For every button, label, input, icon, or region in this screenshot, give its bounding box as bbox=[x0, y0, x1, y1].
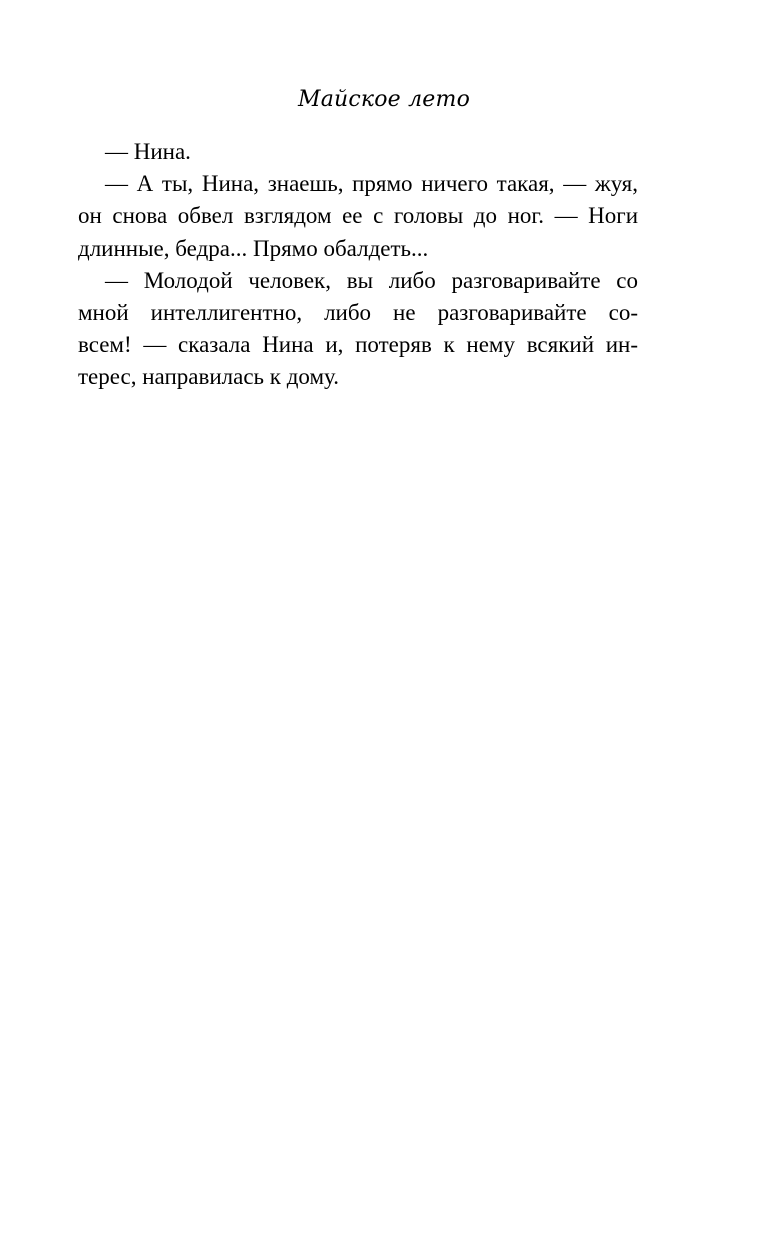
text-line: он снова обвел взглядом ее с головы до ног. — Ноги bbox=[78, 203, 638, 229]
running-header: Майское лето bbox=[297, 87, 471, 112]
text-line: мной интеллигентно, либо не разговаривайте со- bbox=[78, 300, 638, 326]
text-line: всем! — сказала Нина и, потеряв к нему всякий ин- bbox=[78, 332, 638, 358]
text-line: терес, направилась к дому. bbox=[78, 364, 339, 390]
text-line: длинные, бедра... Прямо обалдеть... bbox=[78, 235, 429, 261]
body-text bbox=[78, 136, 638, 394]
text-line: — Молодой человек, вы либо разговаривайте со bbox=[105, 267, 638, 293]
text-line: — А ты, Нина, знаешь, прямо ничего такая, — жуя, bbox=[105, 171, 638, 197]
text-line: — Нина. bbox=[105, 139, 191, 164]
